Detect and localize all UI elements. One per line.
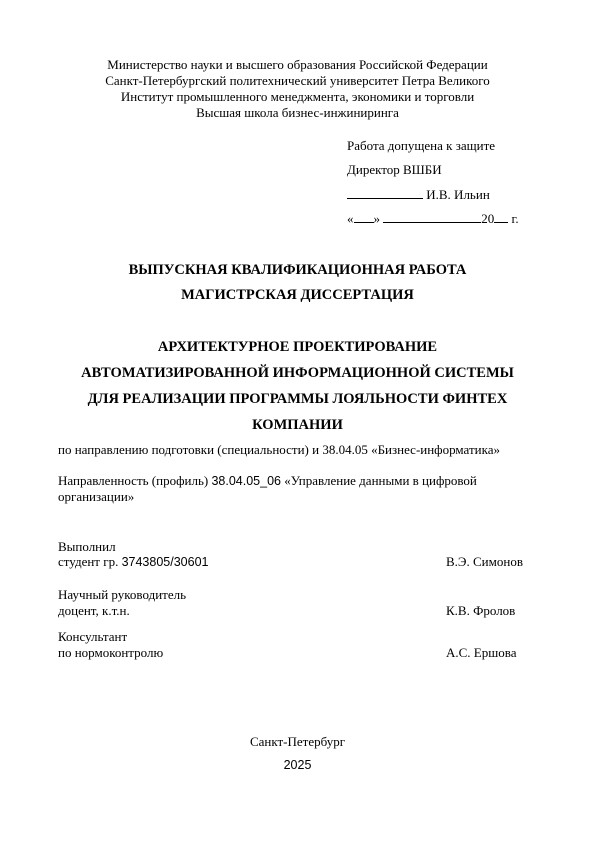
- date-close-quote: »: [373, 211, 380, 226]
- author-role: Выполнил: [58, 539, 116, 554]
- author-name: В.Э. Симонов: [446, 554, 523, 569]
- day-blank: [354, 210, 374, 223]
- work-type-line1: ВЫПУСКНАЯ КВАЛИФИКАЦИОННАЯ РАБОТА: [128, 262, 467, 278]
- thesis-title-line2: АВТОМАТИЗИРОВАННОЙ ИНФОРМАЦИОННОЙ СИСТЕМЫ: [81, 365, 514, 381]
- direction-code: 38.04.05: [322, 442, 368, 457]
- date-suffix: г.: [511, 211, 519, 226]
- consultant-role: Консультант: [58, 629, 128, 644]
- supervisor-name: К.В. Фролов: [446, 603, 516, 618]
- approval-director-signature: [347, 186, 490, 203]
- signature-blank: [347, 186, 423, 199]
- author-group: 3743805/30601: [121, 555, 209, 569]
- profile-line1: [58, 473, 477, 489]
- profile-line2: организации»: [58, 489, 135, 504]
- supervisor-role: Научный руководитель: [58, 587, 187, 602]
- month-blank: [383, 210, 481, 223]
- work-type-line2: МАГИСТРСКАЯ ДИССЕРТАЦИЯ: [181, 287, 414, 303]
- thesis-title-line1: АРХИТЕКТУРНОЕ ПРОЕКТИРОВАНИЕ: [157, 339, 438, 355]
- consultant-name: А.С. Ершова: [446, 645, 517, 660]
- approval-admitted: Работа допущена к защите: [347, 138, 496, 153]
- date-year: 20: [481, 211, 495, 226]
- ministry-line: Министерство науки и высшего образования Российской Федерации: [107, 57, 488, 72]
- profile-name-line1: «Управление данными в цифровой: [280, 473, 477, 488]
- footer-city: Санкт-Петербург: [249, 734, 346, 749]
- school-line: Высшая школа бизнес-инжиниринга: [196, 105, 399, 120]
- thesis-title-line3: ДЛЯ РЕАЛИЗАЦИИ ПРОГРАММЫ ЛОЯЛЬНОСТИ ФИНТЕХ: [87, 391, 508, 407]
- direction-line: [58, 442, 500, 458]
- author-group-prefix: студент гр.: [58, 554, 122, 569]
- consultant-area: по нормоконтролю: [58, 645, 164, 660]
- direction-prefix: по направлению подготовки (специальности) и: [58, 442, 323, 457]
- direction-name: «Бизнес-информатика»: [367, 442, 501, 457]
- director-name: И.В. Ильин: [426, 187, 490, 202]
- university-line: Санкт-Петербургский политехнический университет Петра Великого: [105, 73, 490, 88]
- approval-director-title: Директор ВШБИ: [347, 162, 442, 177]
- supervisor-position: доцент, к.т.н.: [58, 603, 130, 618]
- thesis-title-line4: КОМПАНИИ: [252, 417, 343, 433]
- institute-line: Институт промышленного менеджмента, экономики и торговли: [120, 89, 475, 104]
- date-open-quote: «: [347, 211, 354, 226]
- profile-prefix: Направленность (профиль): [58, 473, 212, 488]
- year-blank: [494, 210, 508, 223]
- profile-code: 38.04.05_06: [211, 474, 281, 488]
- approval-date: [347, 210, 519, 227]
- footer-year: 2025: [283, 758, 312, 772]
- author-group-line: [58, 553, 208, 571]
